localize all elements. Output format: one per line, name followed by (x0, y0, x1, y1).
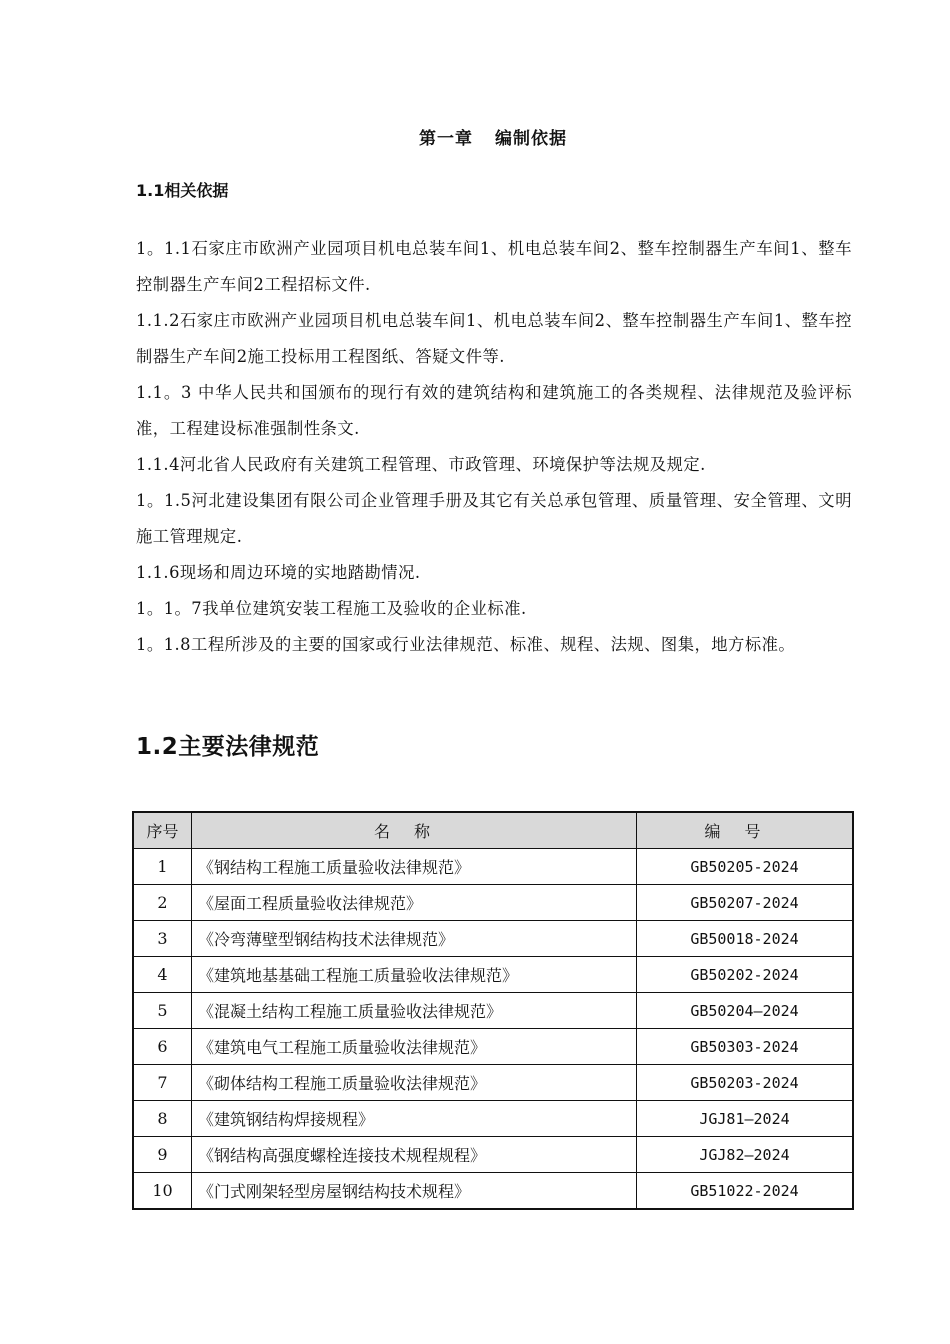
table-row (133, 957, 853, 993)
paragraph: 1。1.1石家庄市欧洲产业园项目机电总装车间1、机电总装车间2、整车控制器生产车间1、整车控制器生产车间2工程招标文件. (136, 239, 852, 294)
table-row (133, 921, 853, 957)
paragraph: 1.1.4河北省人民政府有关建筑工程管理、市政管理、环境保护等法规及规定. (136, 455, 706, 474)
chapter-name: 编制依据 (495, 129, 567, 149)
row-name: 《混凝土结构工程施工质量验收法律规范》 (192, 993, 637, 1029)
header-name: 名称 (192, 812, 637, 849)
basis-paragraphs (136, 231, 852, 663)
row-no: 10 (133, 1173, 192, 1210)
row-name: 《钢结构高强度螺栓连接技术规程规程》 (192, 1137, 637, 1173)
row-code: JGJ81—2024 (637, 1101, 854, 1137)
header-code: 编号 (637, 812, 854, 849)
row-code: GB50202-2024 (637, 957, 854, 993)
paragraph: 1。1.8工程所涉及的主要的国家或行业法律规范、标准、规程、法规、图集，地方标准。 (136, 635, 796, 654)
row-name: 《门式刚架轻型房屋钢结构技术规程》 (192, 1173, 637, 1210)
norms-table (132, 811, 854, 1210)
row-code: GB50204—2024 (637, 993, 854, 1029)
row-name: 《冷弯薄壁型钢结构技术法律规范》 (192, 921, 637, 957)
table-row (133, 885, 853, 921)
row-name: 《砌体结构工程施工质量验收法律规范》 (192, 1065, 637, 1101)
row-code: GB50207-2024 (637, 885, 854, 921)
chapter-number: 第一章 (419, 129, 473, 149)
paragraph: 1.1。3 中华人民共和国颁布的现行有效的建筑结构和建筑施工的各类规程、法律规范及验评标准，工程建设标准强制性条文. (136, 383, 852, 438)
table-row (133, 1173, 853, 1210)
row-no: 8 (133, 1101, 192, 1137)
table-row (133, 849, 853, 885)
section-heading-1-1: 1.1相关依据 (136, 181, 229, 200)
table-row (133, 1137, 853, 1173)
row-code: GB51022-2024 (637, 1173, 854, 1210)
chapter-title (0, 124, 950, 149)
row-name: 《钢结构工程施工质量验收法律规范》 (192, 849, 637, 885)
row-code: GB50018-2024 (637, 921, 854, 957)
row-code: GB50303-2024 (637, 1029, 854, 1065)
row-name: 《建筑钢结构焊接规程》 (192, 1101, 637, 1137)
row-name: 《屋面工程质量验收法律规范》 (192, 885, 637, 921)
paragraph: 1.1.6现场和周边环境的实地踏勘情况. (136, 563, 421, 582)
row-no: 3 (133, 921, 192, 957)
row-no: 6 (133, 1029, 192, 1065)
table-row (133, 1029, 853, 1065)
row-no: 7 (133, 1065, 192, 1101)
row-code: GB50203-2024 (637, 1065, 854, 1101)
row-name: 《建筑地基基础工程施工质量验收法律规范》 (192, 957, 637, 993)
paragraph: 1。1.5河北建设集团有限公司企业管理手册及其它有关总承包管理、质量管理、安全管理、文明施工管理规定. (136, 491, 852, 546)
row-code: JGJ82—2024 (637, 1137, 854, 1173)
section-heading-1-2: 1.2主要法律规范 (136, 734, 320, 760)
table-row (133, 993, 853, 1029)
row-name: 《建筑电气工程施工质量验收法律规范》 (192, 1029, 637, 1065)
row-no: 4 (133, 957, 192, 993)
header-no: 序号 (133, 812, 192, 849)
row-no: 9 (133, 1137, 192, 1173)
row-code: GB50205-2024 (637, 849, 854, 885)
paragraph: 1。1。7我单位建筑安装工程施工及验收的企业标准. (136, 599, 527, 618)
paragraph: 1.1.2石家庄市欧洲产业园项目机电总装车间1、机电总装车间2、整车控制器生产车间1、整车控制器生产车间2施工投标用工程图纸、答疑文件等. (136, 311, 852, 366)
row-no: 2 (133, 885, 192, 921)
row-no: 1 (133, 849, 192, 885)
table-header-row (133, 812, 853, 849)
row-no: 5 (133, 993, 192, 1029)
table-row (133, 1065, 853, 1101)
table-row (133, 1101, 853, 1137)
